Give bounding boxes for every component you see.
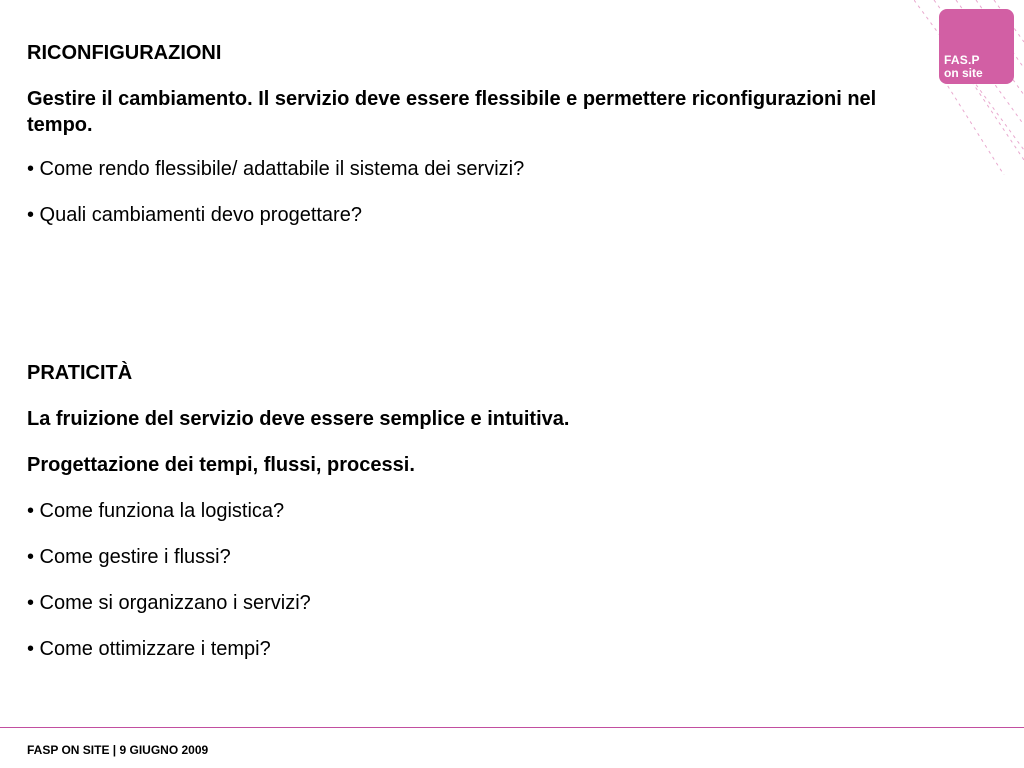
footer-divider (0, 727, 1024, 728)
section-heading: RICONFIGURAZIONI (27, 42, 222, 64)
bullet-item: • Come rendo flessibile/ adattabile il sistema dei servizi? (27, 158, 525, 180)
section-heading: PRATICITÀ (27, 362, 133, 384)
fasp-on-site-logo (939, 9, 1014, 84)
bullet-item: • Quali cambiamenti devo progettare? (27, 204, 362, 226)
logo-text-line1: FAS.P (944, 53, 980, 67)
bullet-item: • Come funziona la logistica? (27, 500, 285, 522)
section-praticita (27, 360, 907, 682)
section-intro: Gestire il cambiamento. Il servizio deve essere flessibile e permettere riconfigurazioni nel tempo. (27, 88, 877, 136)
section-intro: La fruizione del servizio deve essere semplice e intuitiva. (27, 408, 570, 430)
footer-text: FASP ON SITE | 9 GIUGNO 2009 (27, 743, 209, 757)
section-riconfigurazioni (27, 40, 907, 248)
logo-text-line2: on site (944, 66, 983, 80)
section-intro: Progettazione dei tempi, flussi, processi. (27, 454, 415, 476)
bullet-item: • Come ottimizzare i tempi? (27, 638, 271, 660)
bullet-item: • Come si organizzano i servizi? (27, 592, 311, 614)
bullet-item: • Come gestire i flussi? (27, 546, 231, 568)
